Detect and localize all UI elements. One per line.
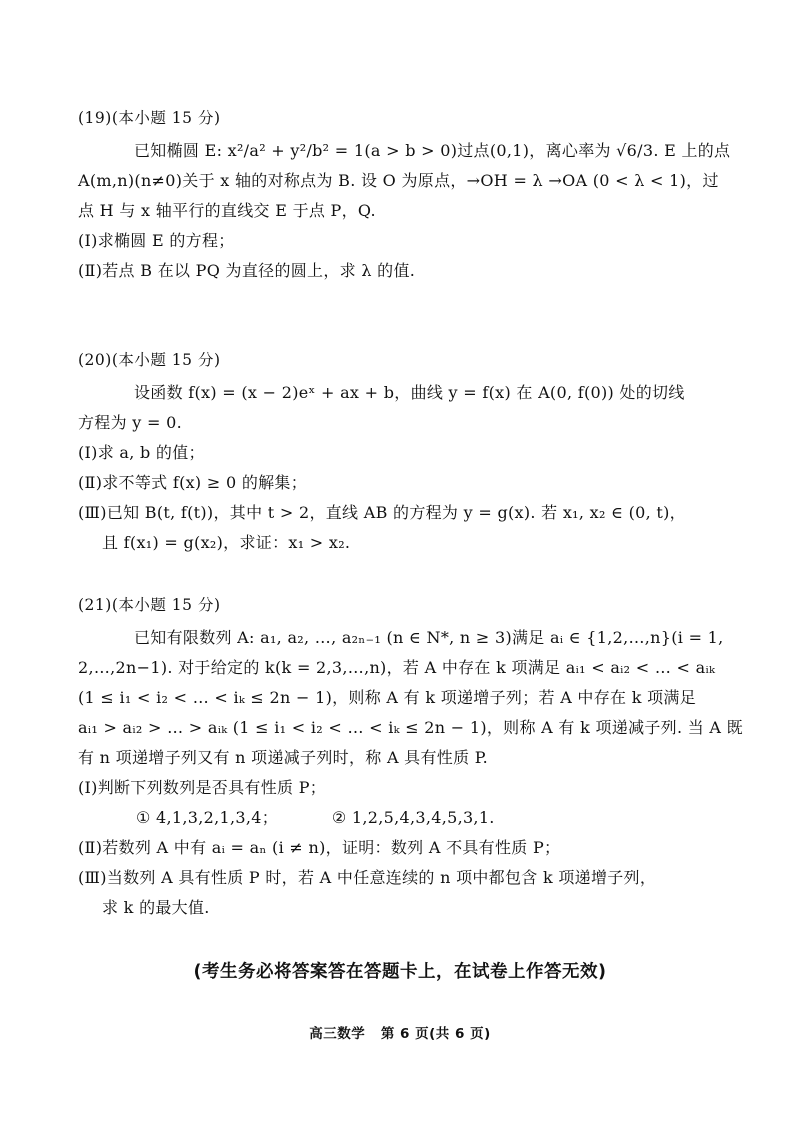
sub-question-continued: 求 k 的最大值. — [102, 898, 210, 917]
problem-text-line: 已知椭圆 E: x²/a² + y²/b² = 1(a > b > 0)过点(0,1)，离心率为 √6/3. E 上的点 — [134, 141, 731, 160]
problem-21 — [78, 595, 743, 923]
sub-question: (Ⅱ)若数列 A 中有 aᵢ = aₙ (i ≠ n)，证明：数列 A 不具有性质 P； — [78, 838, 561, 857]
sub-question: (Ⅲ)已知 B(t, f(t))，其中 t > 2，直线 AB 的方程为 y = g(x). 若 x₁, x₂ ∈ (0, t)， — [78, 503, 686, 522]
problem-header: (21)(本小题 15 分) — [78, 596, 221, 614]
problem-text-line: 设函数 f(x) = (x − 2)eˣ + ax + b，曲线 y = f(x) 在 A(0, f(0)) 处的切线 — [134, 383, 685, 402]
problem-text-line: 方程为 y = 0. — [78, 413, 182, 432]
sub-question: (Ⅱ)求不等式 f(x) ≥ 0 的解集； — [78, 473, 308, 492]
problem-text-line: 已知有限数列 A: a₁, a₂, …, a₂ₙ₋₁ (n ∈ N*, n ≥ 3)满足 aᵢ ∈ {1,2,…,n}(i = 1, — [134, 628, 724, 647]
sub-question-continued: 且 f(x₁) = g(x₂)，求证：x₁ > x₂. — [102, 533, 351, 552]
sub-question: (Ⅱ)若点 B 在以 PQ 为直径的圆上，求 λ 的值. — [78, 261, 416, 280]
problem-text-line: 2,…,2n−1). 对于给定的 k(k = 2,3,…,n)，若 A 中存在 k 项满足 aᵢ₁ < aᵢ₂ < … < aᵢₖ — [78, 658, 716, 677]
problem-header: (19)(本小题 15 分) — [78, 109, 221, 127]
sub-question: (Ⅰ)求椭圆 E 的方程； — [78, 231, 235, 250]
problem-text-line: aᵢ₁ > aᵢ₂ > … > aᵢₖ (1 ≤ i₁ < i₂ < … < iₖ ≤ 2n − 1)，则称 A 有 k 项递减子列. 当 A 既 — [78, 718, 743, 737]
problem-19 — [78, 108, 738, 286]
sub-question: (Ⅰ)求 a, b 的值； — [78, 443, 205, 462]
sub-question: (Ⅲ)当数列 A 具有性质 P 时，若 A 中任意连续的 n 项中都包含 k 项递增子列， — [78, 868, 657, 887]
problem-header: (20)(本小题 15 分) — [78, 351, 221, 369]
problem-text-line: 点 H 与 x 轴平行的直线交 E 于点 P，Q. — [78, 201, 376, 220]
sub-question: (Ⅰ)判断下列数列是否具有性质 P； — [78, 778, 327, 797]
problem-text-line: (1 ≤ i₁ < i₂ < … < iₖ ≤ 2n − 1)，则称 A 有 k 项递增子列；若 A 中存在 k 项满足 — [78, 688, 696, 707]
page-footer: 高三数学 第 6 页(共 6 页) — [309, 1026, 491, 1042]
problem-20 — [78, 350, 738, 558]
problem-text-line: 有 n 项递增子列又有 n 项递减子列时，称 A 具有性质 P. — [78, 748, 488, 767]
problem-text-line: A(m,n)(n≠0)关于 x 轴的对称点为 B. 设 O 为原点，→OH = λ →OA (0 < λ < 1)，过 — [78, 171, 719, 190]
sequence-examples: ① 4,1,3,2,1,3,4； ② 1,2,5,4,3,4,5,3,1. — [136, 808, 495, 827]
answer-notice: (考生务必将答案答在答题卡上，在试卷上作答无效) — [193, 962, 607, 982]
